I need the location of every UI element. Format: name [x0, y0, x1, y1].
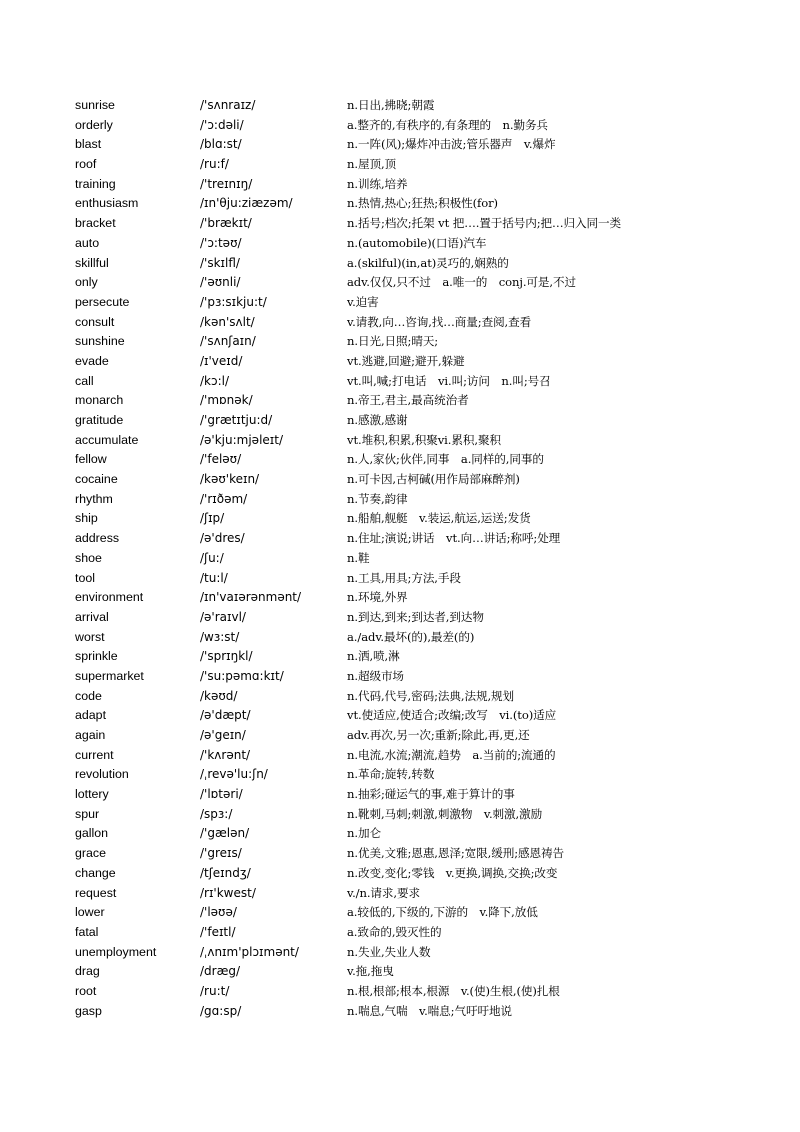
vocab-row — [75, 490, 775, 510]
vocab-phonetic: /'rɪðəm/ — [200, 491, 248, 506]
vocab-definition: a./adv.最坏(的),最差(的) — [347, 629, 475, 644]
vocab-row — [75, 372, 775, 392]
vocab-phonetic: /kɔ:l/ — [200, 373, 230, 388]
vocab-phonetic: /'əʊnli/ — [200, 275, 241, 290]
vocab-word: tool — [75, 570, 95, 585]
vocab-definition: n.感激,感谢 — [347, 413, 408, 427]
vocab-row — [75, 509, 775, 529]
vocab-definition: vt.逃避,回避;避开,躲避 — [347, 353, 465, 368]
vocab-definition: n.改变,变化;零钱 v.更换,调换,交换;改变 — [347, 865, 558, 880]
vocab-definition: n.根,根部;根本,根源 v.(使)生根,(使)扎根 — [347, 983, 560, 998]
vocab-word: spur — [75, 806, 100, 821]
vocab-word: roof — [75, 157, 97, 172]
vocab-row — [75, 273, 775, 293]
vocab-definition: n.船舶,舰艇 v.装运,航运,运送;发货 — [347, 511, 531, 526]
vocab-word: enthusiasm — [75, 196, 139, 211]
vocab-word: bracket — [75, 216, 116, 231]
vocab-phonetic: /'ɔ:dəli/ — [200, 117, 244, 132]
vocab-row — [75, 234, 775, 254]
vocab-word: lottery — [75, 787, 109, 802]
vocab-definition: n.失业,失业人数 — [347, 944, 431, 959]
vocab-definition: adv.再次,另一次;重新;除此,再,更,还 — [347, 728, 530, 742]
vocab-row — [75, 687, 775, 707]
vocab-phonetic: /'sʌnʃaɪn/ — [200, 334, 256, 349]
vocab-word: monarch — [75, 393, 124, 408]
vocab-row — [75, 214, 775, 234]
vocab-row — [75, 726, 775, 746]
vocab-phonetic: /gɑ:sp/ — [200, 1003, 242, 1018]
vocab-row — [75, 765, 775, 785]
vocab-word: fellow — [75, 452, 107, 467]
vocab-word: training — [75, 176, 116, 191]
vocab-row — [75, 785, 775, 805]
vocab-definition: n.帝王,君主,最高统治者 — [347, 393, 469, 408]
vocab-definition: n.(automobile)(口语)汽车 — [347, 235, 487, 250]
vocab-phonetic: /'treɪnɪŋ/ — [200, 176, 253, 191]
vocab-phonetic: /'skɪlfl/ — [200, 255, 240, 270]
vocab-row — [75, 96, 775, 116]
vocab-word: root — [75, 983, 97, 998]
vocab-word: request — [75, 885, 117, 900]
vocab-definition: n.超级市场 — [347, 668, 404, 683]
vocab-phonetic: /ə'dres/ — [200, 531, 245, 546]
vocab-phonetic: /ʃɪp/ — [200, 511, 225, 526]
vocab-phonetic: /'kʌrənt/ — [200, 747, 251, 762]
vocab-row — [75, 844, 775, 864]
vocab-row — [75, 588, 775, 608]
vocab-row — [75, 175, 775, 195]
vocab-row — [75, 706, 775, 726]
vocab-word: gratitude — [75, 413, 124, 427]
vocab-word: worst — [75, 629, 105, 644]
vocab-definition: n.喘息,气喘 v.喘息;气吁吁地说 — [347, 1003, 512, 1018]
vocab-word: ship — [75, 511, 98, 526]
vocab-phonetic: /'lɒtəri/ — [200, 787, 243, 802]
vocab-definition: n.加仑 — [347, 826, 381, 841]
vocab-definition: a.较低的,下级的,下游的 v.降下,放低 — [347, 905, 538, 920]
vocab-definition: n.一阵(风);爆炸冲击波;管乐器声 v.爆炸 — [347, 137, 556, 152]
vocab-phonetic: /ʃu:/ — [200, 550, 224, 565]
vocab-row — [75, 116, 775, 136]
vocab-row — [75, 450, 775, 470]
vocab-word: lower — [75, 905, 105, 920]
vocab-phonetic: /'pɜ:sɪkju:t/ — [200, 294, 267, 309]
vocab-phonetic: /wɜ:st/ — [200, 629, 240, 644]
vocab-definition: v./n.请求,要求 — [347, 885, 420, 900]
vocab-row — [75, 647, 775, 667]
vocab-definition: n.抽彩;碰运气的事,难于算计的事 — [347, 787, 515, 802]
vocab-row — [75, 982, 775, 1002]
vocab-phonetic: /'ləʊə/ — [200, 905, 237, 920]
vocab-phonetic: /'sprɪŋkl/ — [200, 649, 253, 664]
vocab-word: shoe — [75, 550, 102, 565]
vocab-row — [75, 569, 775, 589]
vocab-definition: n.可卡因,古柯碱(用作局部麻醉剂) — [347, 472, 520, 487]
vocab-word: orderly — [75, 117, 113, 132]
vocab-definition: n.热情,热心;狂热;积极性(for) — [347, 196, 498, 211]
vocab-phonetic: /'gælən/ — [200, 826, 250, 841]
vocab-word: only — [75, 275, 98, 290]
vocab-phonetic: /rɪ'kwest/ — [200, 885, 256, 900]
vocab-phonetic: /ru:t/ — [200, 983, 230, 998]
vocab-phonetic: /'mɒnək/ — [200, 393, 253, 408]
vocab-row — [75, 411, 775, 431]
vocab-word: gallon — [75, 826, 109, 841]
vocab-word: supermarket — [75, 668, 144, 683]
vocab-definition: n.鞋 — [347, 550, 370, 565]
vocab-word: arrival — [75, 609, 109, 624]
vocab-definition: n.革命;旋转,转数 — [347, 767, 435, 782]
vocab-row — [75, 194, 775, 214]
vocab-phonetic: /ə'geɪn/ — [200, 728, 246, 742]
vocab-phonetic: /'ɔ:təʊ/ — [200, 235, 242, 250]
vocab-phonetic: /ə'kju:mjəleɪt/ — [200, 432, 283, 447]
vocab-phonetic: /ɪ'veɪd/ — [200, 353, 243, 368]
vocab-word: blast — [75, 137, 102, 152]
vocab-word: address — [75, 531, 120, 546]
vocab-definition: vt.堆积,积累,积聚vi.累积,聚积 — [347, 432, 501, 447]
vocab-word: adapt — [75, 708, 107, 723]
vocab-definition: n.训练,培养 — [347, 176, 408, 191]
vocab-row — [75, 332, 775, 352]
vocab-row — [75, 805, 775, 825]
vocab-word: persecute — [75, 294, 130, 309]
vocab-word: grace — [75, 846, 106, 861]
vocab-row — [75, 864, 775, 884]
vocab-word: rhythm — [75, 491, 113, 506]
vocab-row — [75, 903, 775, 923]
vocab-phonetic: /'grætɪtju:d/ — [200, 413, 273, 427]
vocab-phonetic: /blɑ:st/ — [200, 137, 242, 152]
vocab-word: again — [75, 728, 106, 742]
vocab-definition: v.请教,向…咨询,找…商量;查阅,查看 — [347, 314, 532, 329]
vocab-row — [75, 746, 775, 766]
vocab-phonetic: /'brækɪt/ — [200, 216, 252, 231]
vocab-row — [75, 1002, 775, 1022]
vocab-word: skillful — [75, 255, 109, 270]
vocab-row — [75, 628, 775, 648]
vocab-definition: v.迫害 — [347, 294, 379, 309]
vocab-phonetic: /'feɪtl/ — [200, 924, 236, 939]
vocab-word: sprinkle — [75, 649, 118, 664]
vocab-row — [75, 884, 775, 904]
vocab-word: accumulate — [75, 432, 139, 447]
vocab-word: sunrise — [75, 98, 115, 112]
vocab-phonetic: /kən'sʌlt/ — [200, 314, 255, 329]
vocab-word: consult — [75, 314, 115, 329]
vocab-definition: n.日光,日照;晴天; — [347, 334, 439, 349]
vocab-word: environment — [75, 590, 144, 605]
vocab-definition: vt.使适应,使适合;改编;改写 vi.(to)适应 — [347, 708, 557, 723]
vocab-definition: a.致命的,毁灭性的 — [347, 924, 442, 939]
vocab-phonetic: /ru:f/ — [200, 157, 229, 172]
vocab-word: change — [75, 865, 116, 880]
vocab-phonetic: /tu:l/ — [200, 570, 228, 585]
vocab-phonetic: /ɪn'vaɪərənmənt/ — [200, 590, 302, 605]
vocab-phonetic: /ˌrevə'lu:ʃn/ — [200, 767, 268, 782]
vocab-phonetic: /'sʌnraɪz/ — [200, 98, 256, 112]
vocab-phonetic: /dræg/ — [200, 964, 241, 979]
vocab-row — [75, 962, 775, 982]
vocab-definition: n.环境,外界 — [347, 590, 408, 605]
vocab-definition: n.电流,水流;潮流,趋势 a.当前的;流通的 — [347, 747, 556, 762]
vocab-phonetic: /'feləʊ/ — [200, 452, 242, 467]
vocab-row — [75, 254, 775, 274]
vocab-row — [75, 313, 775, 333]
vocab-definition: n.人,家伙;伙伴,同事 a.同样的,同事的 — [347, 452, 544, 467]
vocab-row — [75, 135, 775, 155]
vocab-row — [75, 529, 775, 549]
vocab-word: sunshine — [75, 334, 125, 349]
vocab-phonetic: /kəʊ'keɪn/ — [200, 472, 260, 487]
vocab-phonetic: /ə'dæpt/ — [200, 708, 251, 723]
vocab-definition: vt.叫,喊;打电话 vi.叫;访问 n.叫;号召 — [347, 373, 551, 388]
vocab-word: revolution — [75, 767, 129, 782]
vocab-phonetic: /kəʊd/ — [200, 688, 238, 703]
vocab-row — [75, 608, 775, 628]
vocab-definition: n.括号;档次;托架 vt 把….置于括号内;把…归入同一类 — [347, 216, 622, 231]
vocabulary-list — [75, 96, 775, 1021]
vocab-row — [75, 352, 775, 372]
vocab-phonetic: /spɜ:/ — [200, 806, 233, 821]
vocab-row — [75, 431, 775, 451]
vocab-word: auto — [75, 235, 100, 250]
vocab-phonetic: /ˌʌnɪm'plɔɪmənt/ — [200, 944, 299, 959]
vocab-row — [75, 155, 775, 175]
vocab-row — [75, 943, 775, 963]
vocab-word: unemployment — [75, 944, 157, 959]
vocab-word: gasp — [75, 1003, 102, 1018]
vocab-definition: n.日出,拂晓;朝霞 — [347, 98, 435, 112]
vocab-definition: n.洒,喷,淋 — [347, 649, 400, 664]
vocab-phonetic: /'su:pəmɑ:kɪt/ — [200, 668, 284, 683]
vocab-row — [75, 549, 775, 569]
vocab-phonetic: /ɪn'θju:ziæzəm/ — [200, 196, 293, 211]
vocab-row — [75, 667, 775, 687]
vocab-definition: a.整齐的,有秩序的,有条理的 n.勤务兵 — [347, 117, 548, 132]
vocab-row — [75, 824, 775, 844]
vocab-definition: n.靴刺,马刺;刺激,刺激物 v.刺激,激励 — [347, 806, 543, 821]
vocab-word: current — [75, 747, 114, 762]
vocab-row — [75, 923, 775, 943]
vocab-row — [75, 470, 775, 490]
vocab-word: call — [75, 373, 94, 388]
vocab-definition: n.到达,到来;到达者,到达物 — [347, 609, 484, 624]
vocab-word: code — [75, 688, 102, 703]
vocab-definition: a.(skilful)(in,at)灵巧的,娴熟的 — [347, 255, 509, 270]
vocab-phonetic: /tʃeɪndʒ/ — [200, 865, 251, 880]
vocab-phonetic: /ə'raɪvl/ — [200, 609, 246, 624]
vocab-word: evade — [75, 353, 109, 368]
vocab-definition: adv.仅仅,只不过 a.唯一的 conj.可是,不过 — [347, 275, 576, 290]
vocab-definition: n.代码,代号,密码;法典,法规,规划 — [347, 688, 515, 703]
vocab-word: fatal — [75, 924, 99, 939]
vocab-definition: n.工具,用具;方法,手段 — [347, 570, 461, 585]
vocab-definition: v.拖,拖曳 — [347, 964, 394, 979]
vocab-phonetic: /'greɪs/ — [200, 846, 242, 861]
vocab-row — [75, 293, 775, 313]
vocab-row — [75, 391, 775, 411]
vocab-definition: n.节奏,韵律 — [347, 491, 408, 506]
vocab-definition: n.住址;演说;讲话 vt.向…讲话;称呼;处理 — [347, 531, 561, 546]
vocab-word: cocaine — [75, 472, 118, 487]
vocab-word: drag — [75, 964, 100, 979]
vocab-definition: n.屋顶,顶 — [347, 157, 397, 172]
vocab-definition: n.优美,文雅;恩惠,恩泽;宽限,缓刑;感恩祷告 — [347, 846, 565, 861]
